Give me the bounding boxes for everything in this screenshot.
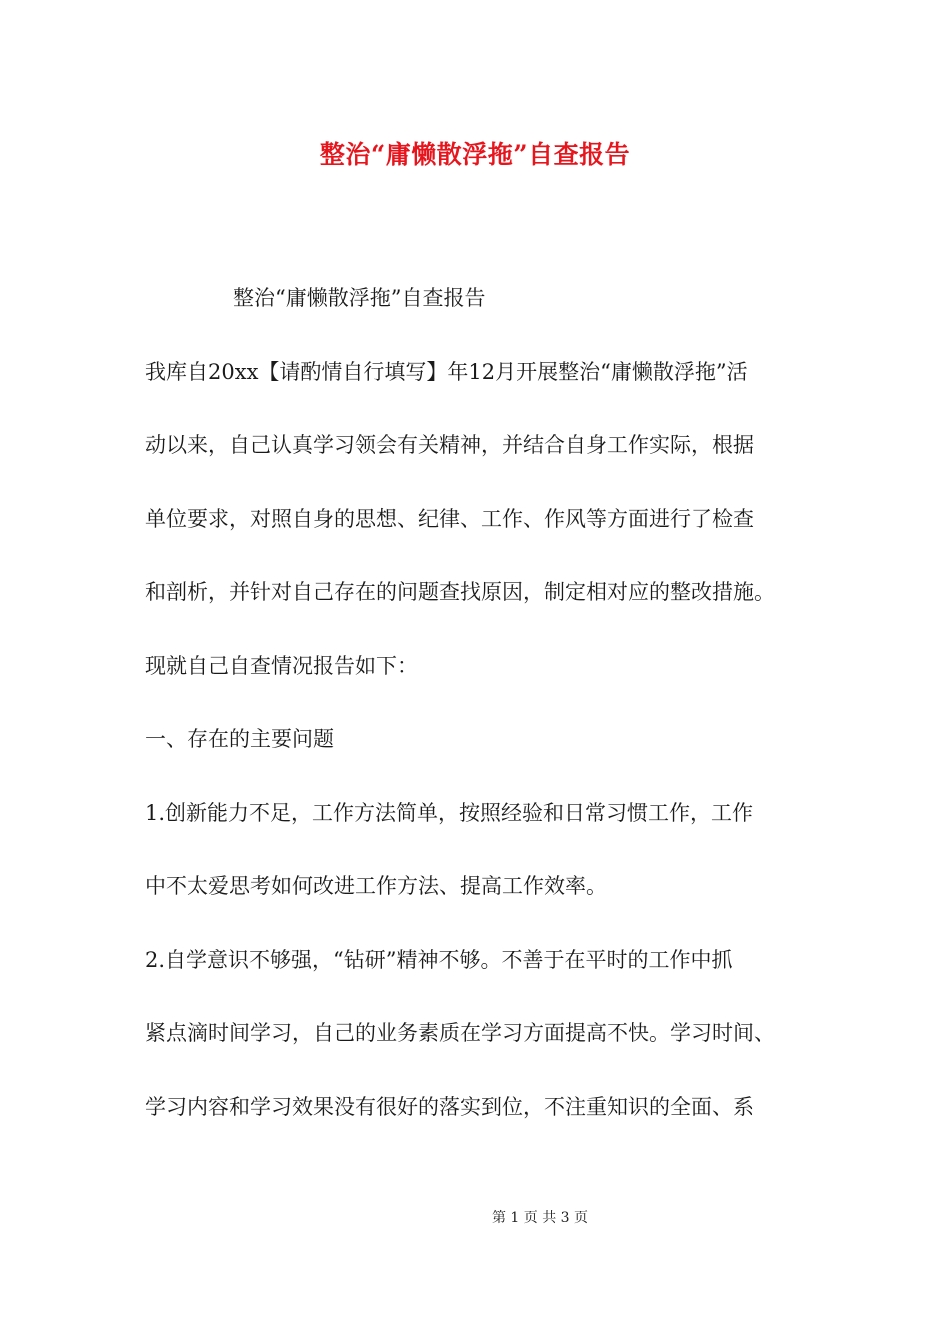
body-line: 2.自学意识不够强，“钻研”精神不够。不善于在平时的工作中抓: [145, 947, 733, 972]
body-line: 单位要求，对照自身的思想、纪律、工作、作风等方面进行了检查: [145, 506, 754, 531]
body-subtitle: 整治“庸懒散浮拖”自查报告: [233, 286, 486, 310]
body-line: 1.创新能力不足，工作方法简单，按照经验和日常习惯工作，工作: [145, 800, 754, 825]
page-number-footer: 第 1 页 共 3 页: [491, 1210, 589, 1226]
body-line: 我库自20xx【请酌情自行填写】年12月开展整治“庸懒散浮拖”活: [145, 359, 748, 384]
body-line: 学习内容和学习效果没有很好的落实到位，不注重知识的全面、系: [145, 1094, 754, 1119]
body-line: 动以来，自己认真学习领会有关精神，并结合自身工作实际，根据: [145, 433, 754, 457]
document-body: [145, 262, 815, 1144]
body-line: 和剖析，并针对自己存在的问题查找原因，制定相对应的整改措施。: [145, 580, 775, 604]
body-line: 现就自己自查情况报告如下：: [145, 653, 418, 678]
section-heading: 一、存在的主要问题: [145, 727, 334, 751]
body-line: 中不太爱思考如何改进工作方法、提高工作效率。: [145, 874, 607, 898]
document-title: 整治“庸懒散浮拖”自查报告: [319, 140, 631, 169]
body-line: 紧点滴时间学习，自己的业务素质在学习方面提高不快。学习时间、: [145, 1021, 775, 1045]
